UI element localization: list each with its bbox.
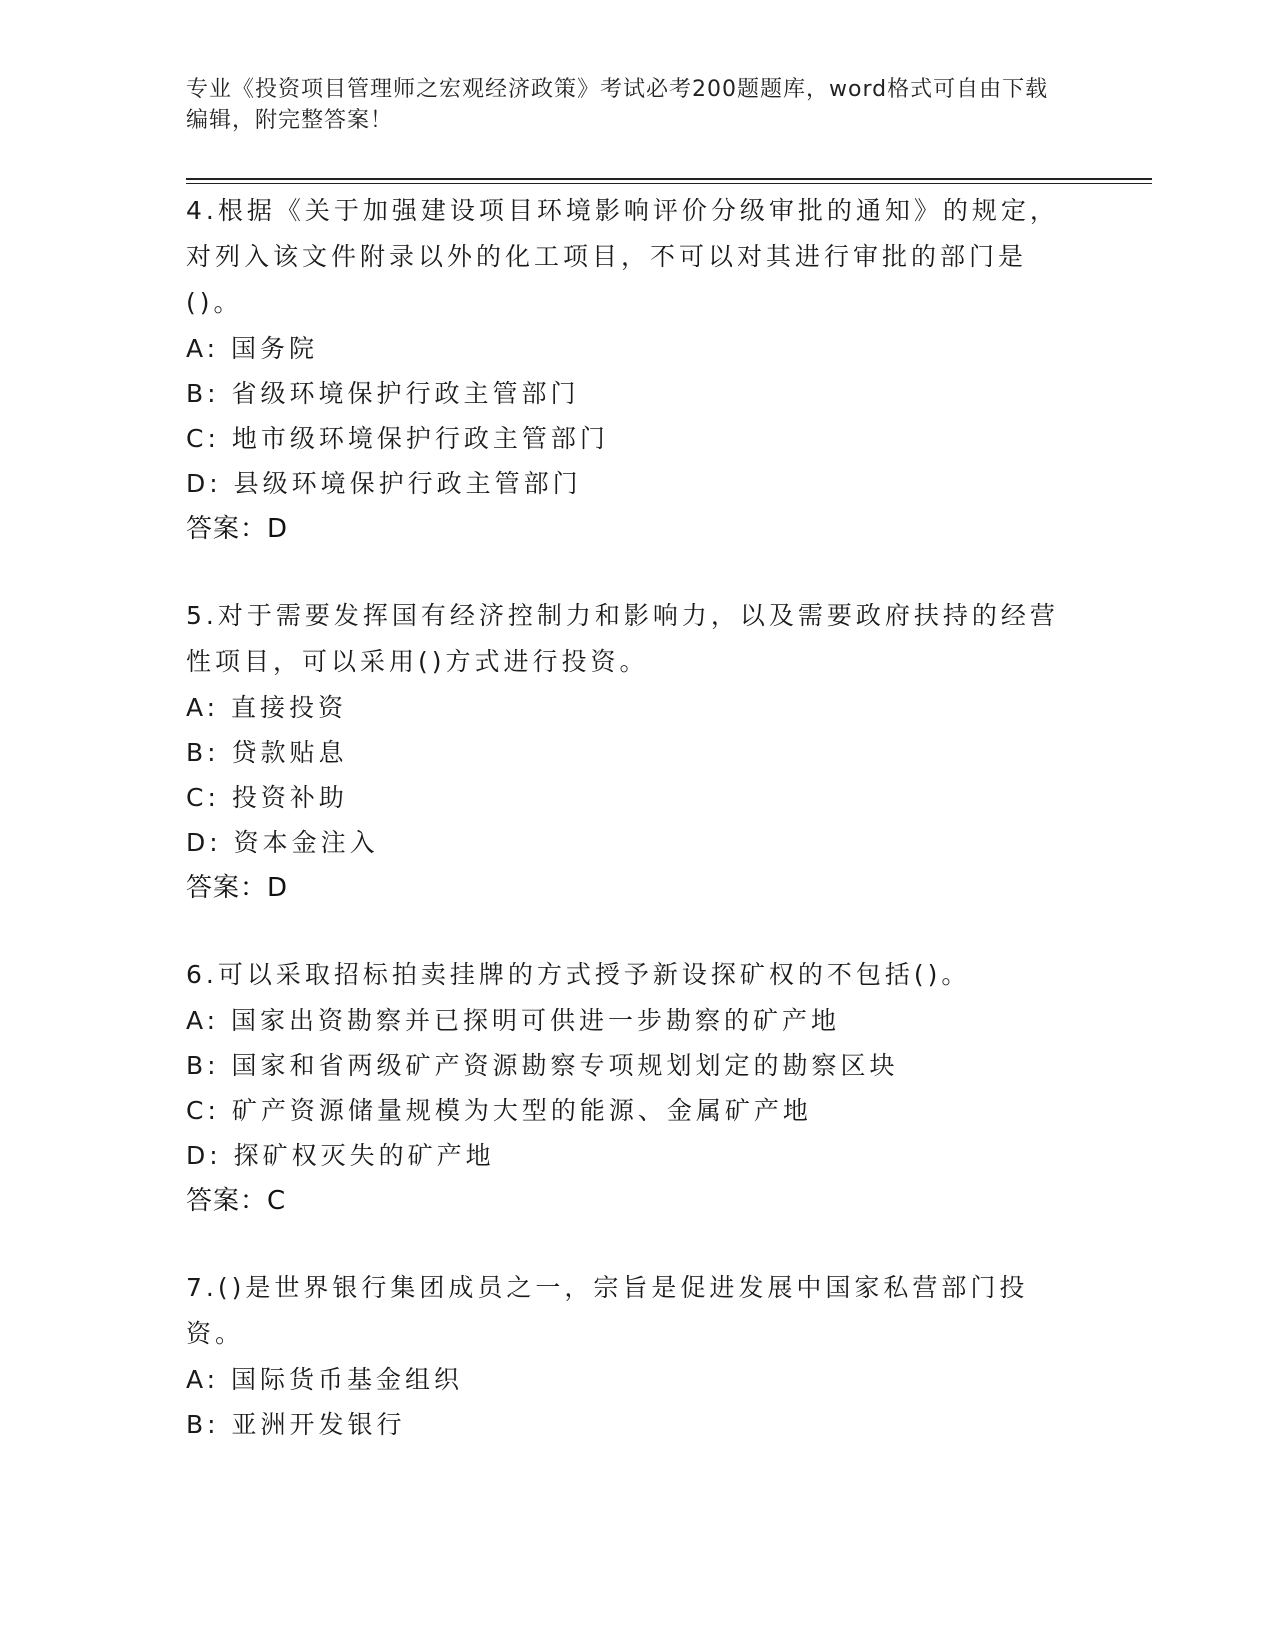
header-rule-thin <box>186 183 1152 184</box>
option-c: C: 投资补助 <box>186 783 348 812</box>
option-c: C: 地市级环境保护行政主管部门 <box>186 424 609 453</box>
question-6 <box>186 952 1066 1225</box>
option-d: D: 县级环境保护行政主管部门 <box>186 469 582 498</box>
option-a: A: 国家出资勘察并已探明可供进一步勘察的矿产地 <box>186 1006 841 1035</box>
document-header: 专业《投资项目管理师之宏观经济政策》考试必考200题题库，word格式可自由下载编辑，附完整答案！ <box>186 77 1049 133</box>
spacer <box>186 912 1066 952</box>
question-stem: 6.可以采取招标拍卖挂牌的方式授予新设探矿权的不包括()。 <box>186 960 971 989</box>
question-5 <box>186 593 1066 912</box>
question-list <box>186 188 1066 1447</box>
question-stem: 4.根据《关于加强建设项目环境影响评价分级审批的通知》的规定，对列入该文件附录以外的化工项目，不可以对其进行审批的部门是()。 <box>186 196 1059 317</box>
option-a: A: 国际货币基金组织 <box>186 1365 464 1394</box>
option-b: B: 亚洲开发银行 <box>186 1410 406 1439</box>
question-stem: 7.()是世界银行集团成员之一，宗旨是促进发展中国家私营部门投资。 <box>186 1273 1029 1348</box>
option-b: B: 贷款贴息 <box>186 738 348 767</box>
spacer <box>186 1225 1066 1265</box>
spacer <box>186 553 1066 593</box>
option-a: A: 直接投资 <box>186 693 348 722</box>
question-4 <box>186 188 1066 553</box>
question-stem: 5.对于需要发挥国有经济控制力和影响力，以及需要政府扶持的经营性项目，可以采用()方式进行投资。 <box>186 601 1059 676</box>
header-rule-thick <box>186 178 1152 180</box>
question-7 <box>186 1265 1066 1447</box>
answer-line: 答案：D <box>186 873 289 903</box>
option-a: A: 国务院 <box>186 334 319 363</box>
option-b: B: 国家和省两级矿产资源勘察专项规划划定的勘察区块 <box>186 1051 899 1080</box>
option-b: B: 省级环境保护行政主管部门 <box>186 379 580 408</box>
option-c: C: 矿产资源储量规模为大型的能源、金属矿产地 <box>186 1096 812 1125</box>
option-d: D: 资本金注入 <box>186 828 379 857</box>
answer-line: 答案：C <box>186 1186 287 1216</box>
answer-line: 答案：D <box>186 514 289 544</box>
option-d: D: 探矿权灭失的矿产地 <box>186 1141 495 1170</box>
